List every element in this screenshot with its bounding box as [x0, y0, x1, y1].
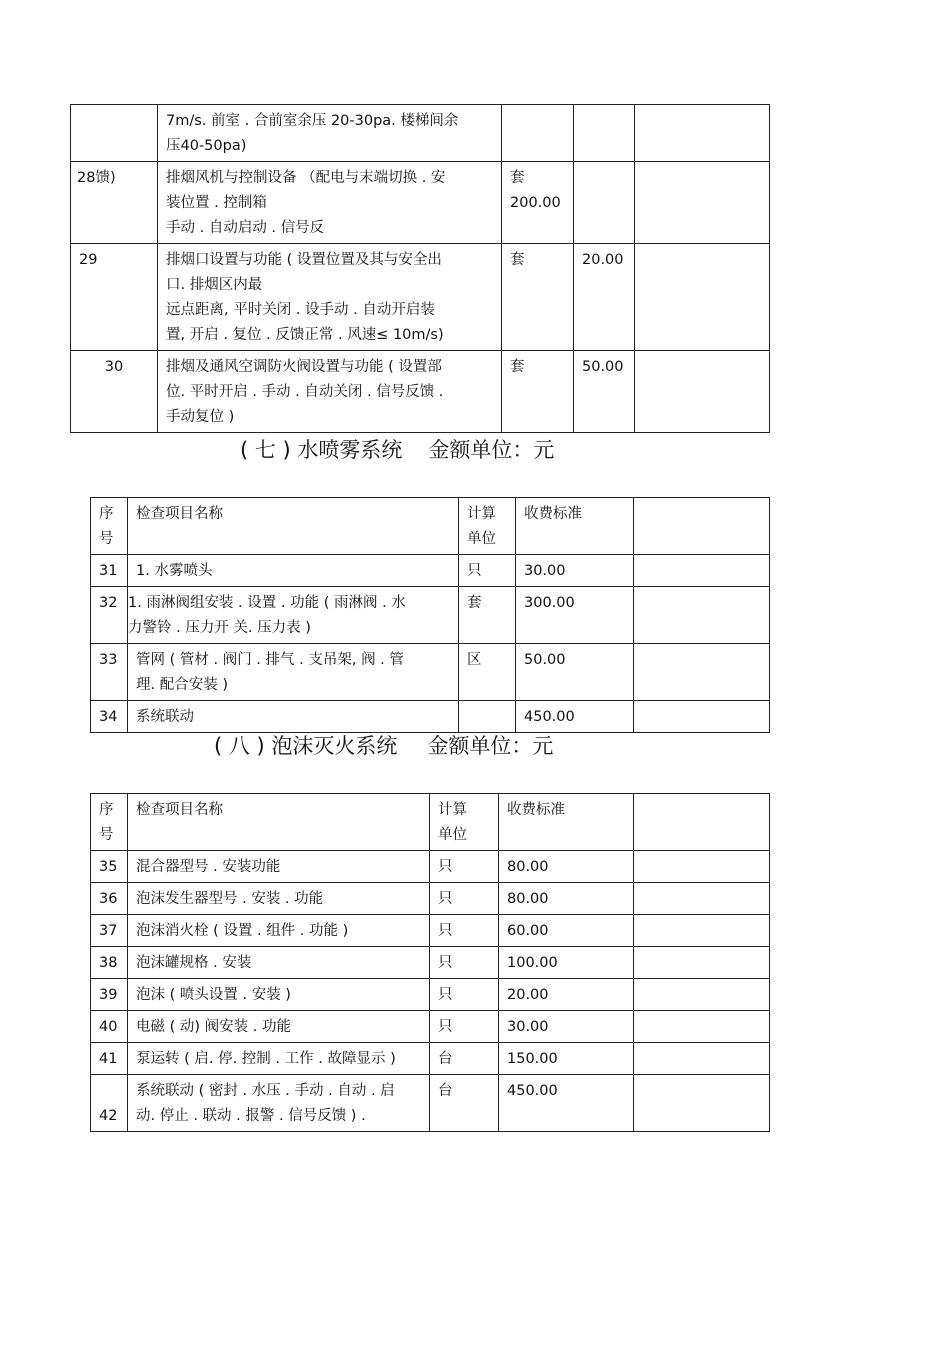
header-name: 检查项目名称 [128, 498, 459, 555]
row-extra [634, 587, 770, 644]
table-row [91, 1011, 770, 1043]
section-8-title [214, 732, 553, 760]
table-header-row [91, 498, 770, 555]
table-row [91, 1043, 770, 1075]
row-unit [502, 105, 574, 162]
row-name: 混合器型号 . 安装功能 [128, 851, 430, 883]
section-7-title [240, 436, 554, 464]
row-unit: 套 [502, 351, 574, 433]
row-extra [635, 244, 770, 351]
row-no: 42 [91, 1075, 128, 1132]
table-row [91, 979, 770, 1011]
row-extra [634, 644, 770, 701]
row-extra [634, 947, 770, 979]
row-unit [459, 701, 516, 733]
row-unit: 只 [430, 979, 499, 1011]
row-no: 35 [91, 851, 128, 883]
row-no [71, 105, 158, 162]
row-fee: 20.00 [574, 244, 635, 351]
header-unit: 计算 单位 [430, 794, 499, 851]
row-no: 40 [91, 1011, 128, 1043]
table-row [91, 915, 770, 947]
row-no: 28馈) [71, 162, 158, 244]
row-unit: 套 [502, 244, 574, 351]
table-row [91, 851, 770, 883]
header-extra [634, 498, 770, 555]
header-extra [634, 794, 770, 851]
section-title: ( 七 ) 水喷雾系统 [240, 438, 403, 462]
row-no: 37 [91, 915, 128, 947]
water-spray-table [90, 497, 770, 733]
row-fee [574, 162, 635, 244]
table-row [91, 947, 770, 979]
row-fee: 450.00 [516, 701, 634, 733]
section-title: ( 八 ) 泡沫灭火系统 [214, 734, 398, 758]
row-no: 29 [71, 244, 158, 351]
row-unit: 台 [430, 1075, 499, 1132]
table-row [91, 883, 770, 915]
table-row [91, 1075, 770, 1132]
row-extra [635, 162, 770, 244]
row-no: 39 [91, 979, 128, 1011]
row-unit: 区 [459, 644, 516, 701]
table-row [91, 644, 770, 701]
header-name: 检查项目名称 [128, 794, 430, 851]
row-extra [634, 1011, 770, 1043]
row-name: 7m/s. 前室 . 合前室余压 20-30pa. 楼梯间余 压40-50pa) [158, 105, 502, 162]
row-fee: 30.00 [499, 1011, 634, 1043]
row-fee: 50.00 [574, 351, 635, 433]
row-no: 34 [91, 701, 128, 733]
row-fee: 20.00 [499, 979, 634, 1011]
row-name: 系统联动 ( 密封 . 水压 . 手动 . 自动 . 启 动. 停止 . 联动 . 报警 . 信号反馈 ) . [128, 1075, 430, 1132]
row-extra [634, 1075, 770, 1132]
row-extra [634, 979, 770, 1011]
table-row [91, 701, 770, 733]
row-no: 32 [91, 587, 128, 644]
row-unit: 套 200.00 [502, 162, 574, 244]
row-unit: 只 [459, 555, 516, 587]
row-fee: 50.00 [516, 644, 634, 701]
row-extra [635, 105, 770, 162]
row-unit: 只 [430, 851, 499, 883]
row-fee: 150.00 [499, 1043, 634, 1075]
row-name: 泡沫 ( 喷头设置 . 安装 ) [128, 979, 430, 1011]
table-header-row [91, 794, 770, 851]
row-name: 排烟风机与控制设备 （配电与末端切换 . 安 装位置 . 控制箱 手动 . 自动启动 . 信号反 [158, 162, 502, 244]
row-unit: 只 [430, 883, 499, 915]
row-name: 泡沫罐规格 . 安装 [128, 947, 430, 979]
header-fee: 收费标准 [516, 498, 634, 555]
unit-note: 金额单位：元 [428, 438, 555, 462]
row-extra [634, 883, 770, 915]
table-row [91, 587, 770, 644]
header-no: 序 号 [91, 794, 128, 851]
row-unit: 只 [430, 1011, 499, 1043]
row-unit: 只 [430, 915, 499, 947]
table-row [71, 351, 770, 433]
row-no: 38 [91, 947, 128, 979]
row-unit: 只 [430, 947, 499, 979]
row-fee: 80.00 [499, 883, 634, 915]
row-extra [634, 915, 770, 947]
row-no: 33 [91, 644, 128, 701]
row-name: 1. 雨淋阀组安装 . 设置 . 功能 ( 雨淋阀 . 水 力警铃 . 压力开 关. 压力表 ) [128, 587, 459, 644]
table-row [71, 162, 770, 244]
row-fee: 80.00 [499, 851, 634, 883]
row-no: 41 [91, 1043, 128, 1075]
foam-system-table [90, 793, 770, 1132]
unit-note: 金额单位：元 [427, 734, 554, 758]
header-unit: 计算 单位 [459, 498, 516, 555]
row-fee: 450.00 [499, 1075, 634, 1132]
row-fee: 100.00 [499, 947, 634, 979]
row-name: 系统联动 [128, 701, 459, 733]
row-name: 电磁 ( 动) 阀安装 . 功能 [128, 1011, 430, 1043]
row-name: 排烟及通风空调防火阀设置与功能 ( 设置部 位. 平时开启 . 手动 . 自动关闭 . 信号反馈 . 手动复位 ) [158, 351, 502, 433]
row-name: 1. 水雾喷头 [128, 555, 459, 587]
row-unit: 套 [459, 587, 516, 644]
header-no: 序 号 [91, 498, 128, 555]
row-fee [574, 105, 635, 162]
row-no: 36 [91, 883, 128, 915]
table-row [71, 244, 770, 351]
row-extra [634, 1043, 770, 1075]
header-fee: 收费标准 [499, 794, 634, 851]
row-fee: 60.00 [499, 915, 634, 947]
row-extra [634, 851, 770, 883]
table-row [91, 555, 770, 587]
row-extra [634, 555, 770, 587]
row-name: 排烟口设置与功能 ( 设置位置及其与安全出 口. 排烟区内最 远点距离, 平时关闭 . 设手动 . 自动开启装 置, 开启 . 复位 . 反馈正常 . 风速≤ 10m/s) [158, 244, 502, 351]
row-unit: 台 [430, 1043, 499, 1075]
row-name: 泵运转 ( 启. 停. 控制 . 工作 . 故障显示 ) [128, 1043, 430, 1075]
row-name: 泡沫消火栓 ( 设置 . 组件 . 功能 ) [128, 915, 430, 947]
row-extra [634, 701, 770, 733]
row-no: 31 [91, 555, 128, 587]
row-name: 泡沫发生器型号 . 安装 . 功能 [128, 883, 430, 915]
row-name: 管网 ( 管材 . 阀门 . 排气 . 支吊架, 阀 . 管 理. 配合安装 ) [128, 644, 459, 701]
table-row [71, 105, 770, 162]
row-no: 30 [71, 351, 158, 433]
row-fee: 30.00 [516, 555, 634, 587]
row-extra [635, 351, 770, 433]
smoke-exhaust-table [70, 104, 770, 433]
row-fee: 300.00 [516, 587, 634, 644]
